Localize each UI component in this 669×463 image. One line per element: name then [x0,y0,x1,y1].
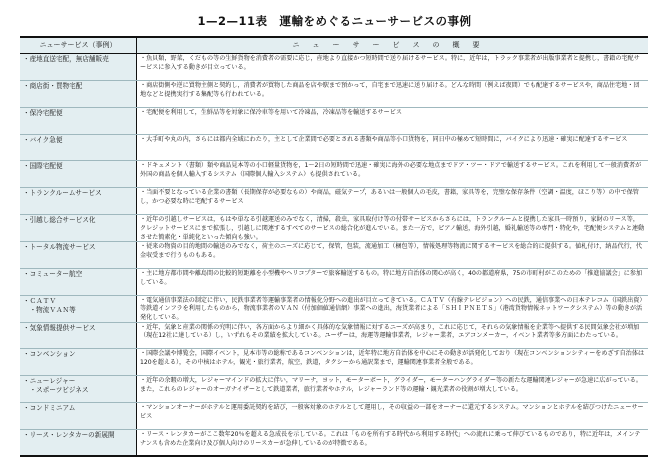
table-body [20,54,648,456]
table-row [20,349,648,376]
service-name: ・産地直送宅配，無店舗販売 [20,54,137,80]
service-description: ・商店街側や逆に買物主側と契約し，消費者が買物した商品を店や駅まで預かって，自宅まで迅速に送り届ける。どんな時間（例えば夜間）でも配達するサービスや，商品住宅地・団地などと提携実行する集配等も行われている。 [140,81,640,98]
service-description: ・国際会議や博覧会，国際イベント，見本市等の総称であるコンベンションは，近年特に地方自治体を中心にその動きが活発化しており（現在コンベンションシティーをめざす自治体は120を超える），その中核はホテル，観光・旅行業者，航空，鉄道，タクシーから通訳業まで，運輸関連事業者全般である。 [140,350,645,367]
service-name: ・国際宅配便 [20,161,137,187]
service-description: ・近年の引越しサービスは，もはや単なる引越運送のみでなく，清掃，殺虫，家具取付け等の付帯サービスからさらには，トランクルームと提携した家具一時預り，家財のリース等，クレジットサービスにまで拡張し，引越しに関連するすべてのサービスの総合化が進んでいる。また一方で，ピアノ輸送，海外引越，婚礼輸送等の専門・特化や，宅配便システムと連動させた簡素化・単純化といった傾向も強い。 [140,216,645,241]
table-row [20,323,648,350]
service-name: ・商店街・買物宅配 [20,81,137,107]
service-name: ・トランクルームサービス [20,188,137,214]
table-row [20,242,648,269]
service-description: ・魚貝類，野菜，くだもの等の生鮮貨物を消費者の需要に応じ，産地より直接かつ短時間で送り届けるサービス。特に，近年は，トラック事業者が出版事業者と提携し，書籍の宅配サービスに参入する動きが目立っている。 [140,55,640,71]
table-row [20,81,648,108]
service-description: ・マンションオーナーがホテルと運用委託契約を結び，一般客対象のホテルとして運用し，その収益の一部をオーナーに還元するシステム。マンションとホテルを結びつけたニューサービス [140,404,644,420]
table-row [20,430,648,456]
table-row [20,296,648,323]
table-row [20,376,648,403]
service-description: ・従来の物資の目的地間の輸送のみでなく，荷主のニーズに応じて，保管，包装，流通加工（梱包等），情報処理等物流に関するサービスを総合的に提供する。値札付け，納品代行，代金収受まで行うものもある。 [140,243,642,259]
table-row [20,161,648,188]
service-description: ・ドキュメント（書類）類や商品見本等の小口軽量貨物を，1〜2日の短時間で迅速・確実に海外の必要な地点までドア・ツー・ドアで輸送するサービス。これを利用して一般消費者が外国の商品を個人輸入するシステム（国際個人輸入システム）も提供されている。 [140,162,642,179]
table-row [20,54,648,81]
service-name: ・トータル物流サービス [20,242,137,268]
service-description: ・宅配便を利用して，生鮮品等を対象に保冷車等を用いて冷凍品，冷凍品等を輸送するサービス [140,108,402,116]
service-description: ・大手町や丸の内，さらには都内全域にわたり，主として企業間で必要とされる書類や商品等小口貨物を，同日中の極めて短時間に，バイクにより迅速・確実に配達するサービス [140,135,628,143]
header-overview: ニューサービスの概要 [292,41,493,49]
service-description: ・電気通信事業法の制定に伴い，民鉄事業者等運輸事業者の情報化分野への進出が目立ってきている。ＣＡＴＶ（有線テレビジョン）への民鉄，通信事業への日本テレコム（国鉄出資）等鉄道インフラを利用したものから，物流事業者のＶＡＮ（付加価値通信網）事業への進出，海貨業者による「ＳＨＩＰＮＥＴＳ」（港湾貨物情報ネットワークシステム）等の動きが活発化している。 [140,296,643,322]
service-name: ・ニューレジャー ・スポーツビジネス [20,376,137,402]
service-name: ・ＣＡＴＶ ・物流ＶＡＮ等 [20,296,137,322]
table-row [20,215,648,242]
service-description: ・リース・レンタカーがここ数年20％を超える急成長を示している。これは「ものを所有する時代から利用する時代」への流れに乗って伸びているものであり，特に近年は，メインテナンスも含めた企業向け及び個人向けのリースカーが急伸しているのが特徴である。 [140,431,641,447]
service-name: ・リース・レンタカーの新展開 [20,430,137,456]
table-row [20,403,648,430]
table-row [20,135,648,162]
service-name: ・保冷宅配便 [20,108,137,134]
table-row [20,269,648,296]
header-service: ニューサービス（事例） [20,38,137,53]
service-description: ・近年の余暇の増大，レジャーマインドの拡大に伴い，マリーナ，ヨット，モーターボート，グライダー，モーターハングライダー等の新たな運輸関連レジャーが急速に広がっている。また，これらのレジャーのオーガナイザーとして鉄道業者，旅行業者やホテル，レジャーランド等の運輸・観光業者の役割が増大している。 [140,377,642,394]
service-name: ・コンドミニアム [20,403,137,429]
table-header-row [20,38,648,54]
service-name: ・気象情報提供サービス [20,323,137,349]
service-description: ・近年，気象と産業の関係の究明に伴い，各方面からより細かく具体的な気象情報に対するニーズが高まり，これに応じて，それらの気象情報を企業等へ提供する民間気象会社が増加（現在12社に達している）し，いずれもその業績を拡大している。ユーザーは，海運等運輸事業者，レジャー業者，エアコンメーカー，イベント業者等多方面にわたっている。 [140,323,640,340]
table-row [20,108,648,135]
table-row [20,188,648,215]
service-description: ・主に地方都市間や離島間の比較的短距離を小型機やヘリコプターで旅客輸送するもの。特に地方自治体の関心が高く，40の都道府県，75の市町村がこのための「推進協議会」に参加している。 [140,269,643,286]
service-name: ・引越し総合サービス化 [20,215,137,241]
service-name: ・コンベンション [20,349,137,375]
service-name: ・コミューター航空 [20,269,137,295]
service-description: ・当面不要となっている企業の書類（長期保存が必要なもの）や商品，磁気テープ，あるいは一般個人の毛皮，書籍，家具等を，完璧な保存条件（空調・温度，ほこり等）の中で保管し，かつ必要な時に宅配するサービス [140,189,639,205]
table-title: 1—2—11表 運輸をめぐるニューサービスの事例 [197,14,472,28]
service-name: ・バイク急便 [20,135,137,161]
services-table [20,36,648,457]
